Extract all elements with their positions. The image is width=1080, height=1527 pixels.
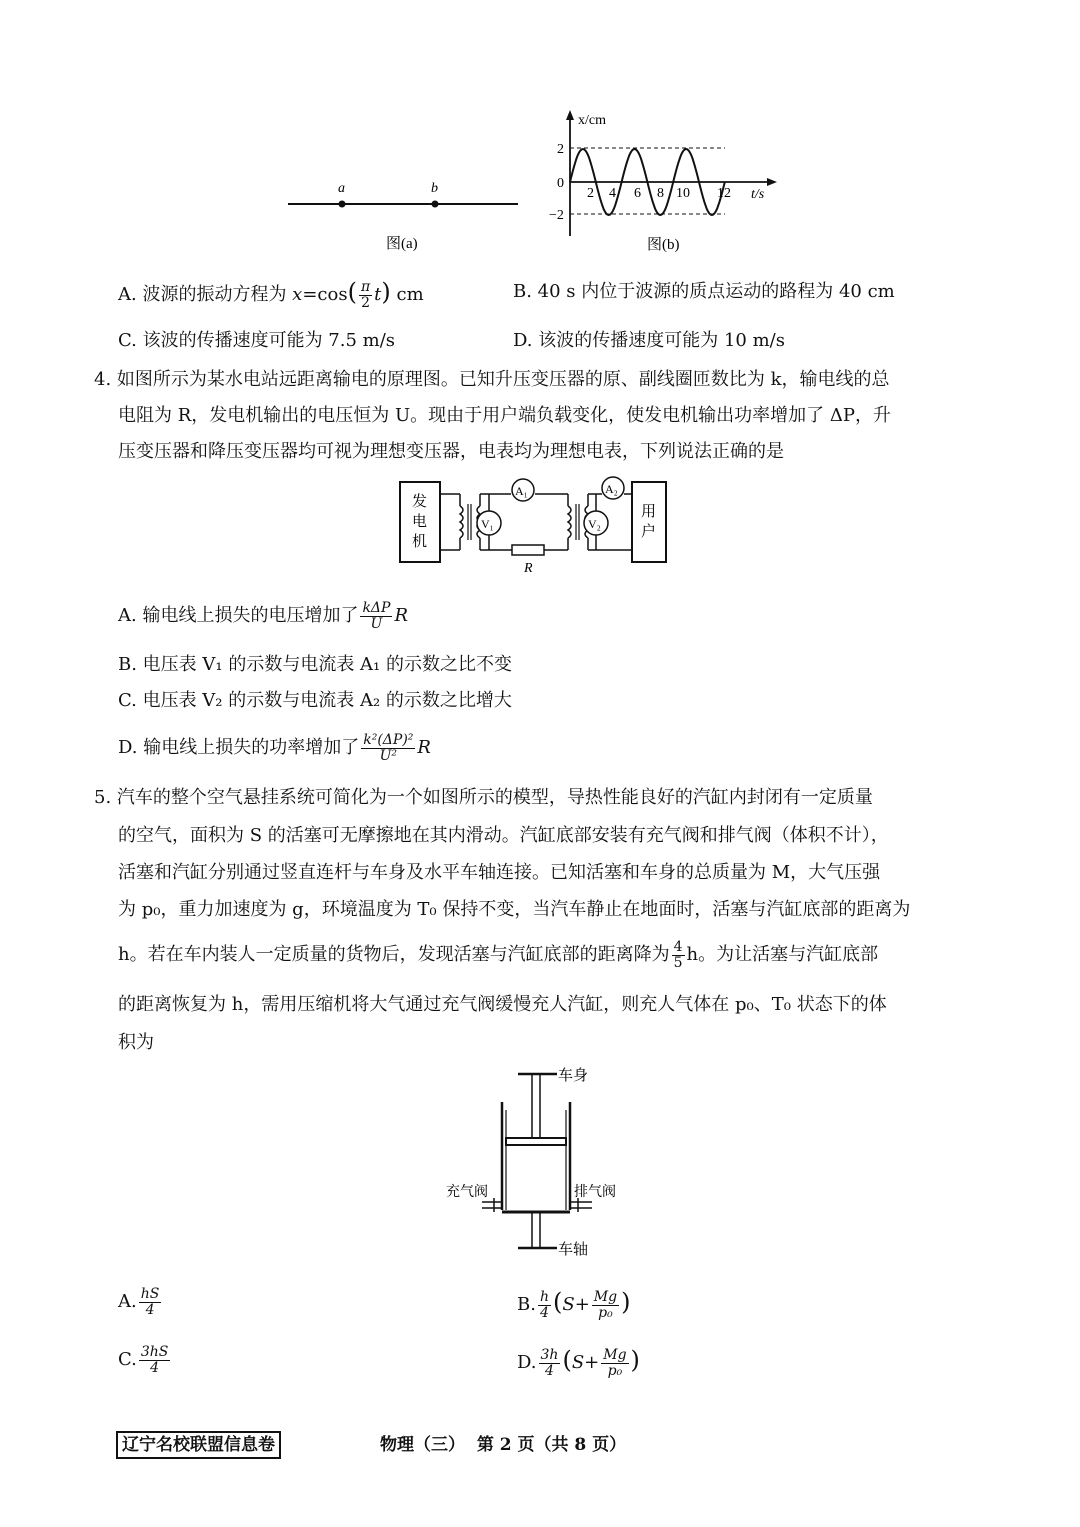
q5-option-b-frac-2: $\frac{Mg}{\text{p₀}}$ xyxy=(593,1288,618,1321)
q5-stem-line-6: 的距离恢复为 h，需用压缩机将大气通过充气阀缓慢充人汽缸，则充人气体在 p₀、T₀ 状态下的体 xyxy=(118,994,887,1015)
q3-option-a-unit: cm xyxy=(390,284,424,305)
user-label-2: 户 xyxy=(641,524,657,540)
q5-line-5-prefix: h。若在车内装人一定质量的货物后，发现活塞与汽缸底部的距离降为 xyxy=(118,944,670,965)
q5-option-d-frac: $\frac{3h}{4}$ xyxy=(540,1346,559,1379)
q4-option-a-r: R xyxy=(394,605,409,626)
q3-option-a-t: t xyxy=(374,284,382,305)
exam-series-box: 辽宁名校联盟信息卷 xyxy=(116,1431,281,1459)
point-a-label: a xyxy=(338,181,345,196)
point-b-label: b xyxy=(431,181,438,196)
voltmeter-v2-label: V₂ xyxy=(588,517,601,531)
page-footer: 物理（三） 第 2 页（共 8 页） xyxy=(380,1435,627,1455)
q5-option-b-frac: $\frac{h}{4}$ xyxy=(539,1288,549,1321)
step-down-primary-coil xyxy=(568,506,571,538)
user-label-1: 用 xyxy=(641,504,657,520)
q5-stem-line-5 xyxy=(118,937,878,973)
step-up-primary-coil xyxy=(460,506,463,538)
q5-option-a xyxy=(118,1282,163,1322)
y-tick-neg2: −2 xyxy=(549,208,564,223)
q5-option-a-frac: $\frac{hS}{4}$ xyxy=(140,1285,160,1318)
q3-option-a-prefix: A. 波源的振动方程为 xyxy=(118,284,293,305)
y-axis-label: x/cm xyxy=(578,113,606,128)
q5-option-c xyxy=(118,1340,172,1380)
q4-option-d-frac: $\frac{\text{k²(ΔP)²}}{\text{U²}}$ xyxy=(363,731,414,764)
y-tick-0: 0 xyxy=(557,176,564,191)
air-suspension-diagram xyxy=(440,1062,640,1262)
x-tick-2: 2 xyxy=(587,186,594,201)
piston xyxy=(506,1138,566,1145)
q5-stem-line-4: 为 p₀，重力加速度为 g，环境温度为 T₀ 保持不变，当汽车静止在地面时，活塞与汽缸底部的距离为 xyxy=(118,899,911,920)
resistor-label: R xyxy=(524,561,533,576)
q4-option-a xyxy=(118,598,408,634)
q5-option-b-label: B. xyxy=(517,1294,536,1315)
q5-line-5-suffix: h。为让活塞与汽缸底部 xyxy=(686,944,879,965)
q3-option-a-x: x xyxy=(292,284,303,305)
q3-option-a: A. 波源的振动方程为 x=cos( $\frac{\pi}{2}$ t) cm xyxy=(118,278,424,311)
q4-option-a-text: A. 输电线上损失的电压增加了 xyxy=(118,605,359,626)
q3-option-a-cos: =cos xyxy=(302,284,348,305)
generator-label-2: 电 xyxy=(412,514,428,530)
figure-a-caption: 图(a) xyxy=(386,236,418,252)
q5-stem-line-7: 积为 xyxy=(118,1032,154,1053)
ammeter-a1-label: A₁ xyxy=(515,484,528,498)
q5-stem-line-3: 活塞和汽缸分别通过竖直连杆与车身及水平车轴连接。已知活塞和车身的总质量为 M，大气压强 xyxy=(118,862,881,883)
car-body-label: 车身 xyxy=(558,1068,589,1084)
x-tick-8: 8 xyxy=(657,186,664,201)
q5-option-d-s: S+ xyxy=(571,1352,600,1373)
q4-stem-line-3: 压变压器和降压变压器均可视为理想变压器，电表均为理想电表，下列说法正确的是 xyxy=(118,441,784,462)
q4-option-d-r: R xyxy=(417,737,431,758)
x-axis-label: t/s xyxy=(751,187,765,202)
q4-stem-line-1: 4. 如图所示为某水电站远距离输电的原理图。已知升压变压器的原、副线圈匝数比为 k，输电线的总 xyxy=(94,369,890,390)
figure-a xyxy=(280,170,530,260)
q5-option-a-label: A. xyxy=(118,1291,137,1312)
ammeter-a2-label: A₂ xyxy=(605,482,618,496)
q5-stem-line-1: 5. 汽车的整个空气悬挂系统可简化为一个如图所示的模型，导热性能良好的汽缸内封闭有一定质量 xyxy=(94,787,873,808)
q5-option-b-s: S+ xyxy=(562,1294,590,1315)
q4-option-d xyxy=(118,730,431,766)
point-a-dot xyxy=(339,201,346,208)
q3-option-a-frac: $\frac{\pi}{2}$ xyxy=(360,278,371,311)
q5-option-d: D. $\frac{3h}{4}$ (S+ $\frac{Mg}{\text{p₀}}$ ) xyxy=(517,1346,640,1379)
q5-option-d-frac-2: $\frac{Mg}{\text{p₀}}$ xyxy=(603,1346,627,1379)
point-b-dot xyxy=(432,201,439,208)
q5-option-d-label: D. xyxy=(517,1352,537,1373)
line-resistance-r xyxy=(512,545,544,555)
q5-option-c-label: C. xyxy=(118,1349,137,1370)
q4-option-b: B. 电压表 V₁ 的示数与电流表 A₁ 的示数之比不变 xyxy=(118,654,512,675)
q4-option-d-text: D. 输电线上损失的功率增加了 xyxy=(118,737,360,758)
q5-option-b: B. $\frac{h}{4}$ (S+ $\frac{Mg}{\text{p₀}}$ ) xyxy=(517,1288,631,1321)
generator-label-3: 机 xyxy=(412,534,428,550)
voltmeter-v1-label: V₁ xyxy=(481,517,494,531)
transmission-circuit-diagram xyxy=(398,476,670,580)
q4-option-c: C. 电压表 V₂ 的示数与电流表 A₂ 的示数之比增大 xyxy=(118,690,512,711)
outlet-valve-label: 排气阀 xyxy=(574,1185,616,1200)
q5-stem-line-2: 的空气，面积为 S 的活塞可无摩擦地在其内滑动。汽缸底部安装有充气阀和排气阀（体积不计）， xyxy=(118,825,889,846)
figure-b-caption: 图(b) xyxy=(647,237,680,253)
q3-option-d: D. 该波的传播速度可能为 10 m/s xyxy=(513,330,785,351)
generator-label-1: 发 xyxy=(412,494,428,510)
q4-stem-line-2: 电阻为 R，发电机输出的电压恒为 U。现由于用户端负载变化，使发电机输出功率增加了 ΔP，升 xyxy=(118,405,891,426)
x-tick-10: 10 xyxy=(676,186,690,201)
q5-line-5-frac: $\frac{4}{5}$ xyxy=(673,938,683,971)
axle-label: 车轴 xyxy=(558,1242,589,1258)
x-tick-12: 12 xyxy=(717,186,731,201)
y-tick-2: 2 xyxy=(557,142,564,157)
x-tick-6: 6 xyxy=(634,186,641,201)
q3-option-c: C. 该波的传播速度可能为 7.5 m/s xyxy=(118,330,396,351)
x-tick-4: 4 xyxy=(609,186,616,201)
q3-option-b: B. 40 s 内位于波源的质点运动的路程为 40 cm xyxy=(513,281,895,302)
q4-option-a-frac: $\frac{\text{kΔP}}{U}$ xyxy=(362,599,391,632)
figure-b xyxy=(545,108,785,256)
inlet-valve-label: 充气阀 xyxy=(446,1185,488,1200)
q5-option-c-frac: $\frac{3hS}{4}$ xyxy=(140,1343,169,1376)
